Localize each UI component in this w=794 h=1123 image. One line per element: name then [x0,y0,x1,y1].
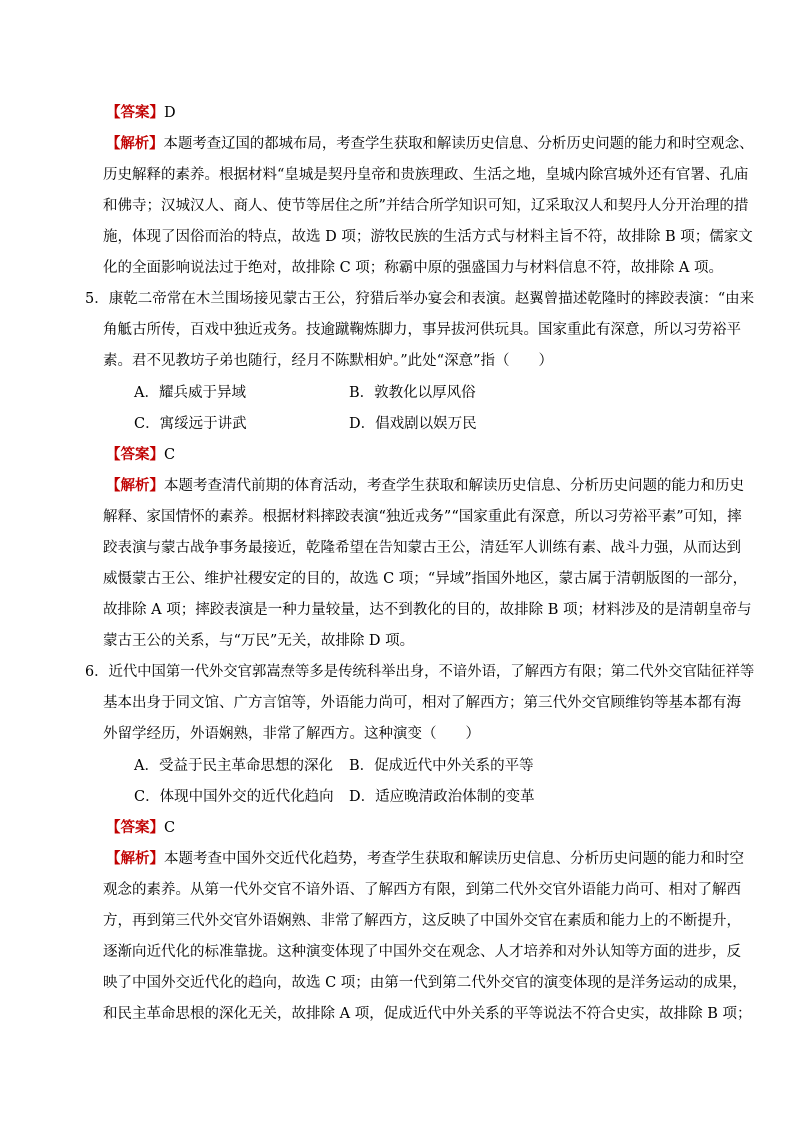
question-number: 5． [85,291,109,307]
analysis-label: 【解析】 [106,135,164,152]
question-number: 6． [85,664,109,680]
answer-label: 【答案】 [106,819,164,836]
answer-value: C [164,820,176,836]
analysis-label: 【解析】 [106,850,164,867]
analysis-text: 本题考查清代前期的体育活动，考查学生获取和解读历史信息、分析历史问题的能力和历史 [164,478,744,494]
analysis-line: 化的全面影响说法过于绝对，故排除 C 项；称霸中原的强盛国力与材料信息不符，故排除 A 项。 [103,260,723,276]
analysis-line: 跤表演与蒙古战争事务最接近，乾隆希望在告知蒙古王公，清廷军人训练有素、战斗力强，从而达到 [103,540,741,556]
analysis-text: 本题考查中国外交近代化趋势，考查学生获取和解读历史信息、分析历史问题的能力和时空 [164,851,744,867]
analysis-label: 【解析】 [106,477,164,494]
stem-text: 近代中国第一代外交官郭嵩焘等多是传统科举出身，不谙外语，了解西方有限；第二代外交官陆征祥等 [108,664,755,680]
answer-line-q6 [106,818,175,838]
option-d: D．适应晚清政治体制的变革 [349,789,535,805]
analysis-line: 历史解释的素养。根据材料“皇城是契丹皇帝和贵族理政、生活之地，皇城内除宫城外还有官署、孔庙 [103,167,749,183]
option-a: A．受益于民主革命思想的深化 [134,758,333,774]
analysis-line: 故排除 A 项；摔跤表演是一种力量较量，达不到教化的目的，故排除 B 项；材料涉及的是清朝皇帝与 [103,602,752,618]
analysis-text: 本题考查辽国的都城布局，考查学生获取和解读历史信息、分析历史问题的能力和时空观念、 [163,136,754,152]
analysis-line: 和佛寺；汉城汉人、商人、使节等居住之所”并结合所学知识可知，辽采取汉人和契丹人分开治理的措 [103,198,749,214]
analysis-line: 和民主革命思根的深化无关，故排除 A 项，促成近代中外关系的平等说法不符合史实，故排除 B 项； [103,1006,752,1022]
answer-line-q5 [106,445,175,465]
analysis-line [106,849,744,869]
option-c: C．寓绥远于讲武 [134,416,247,432]
question-6-stem [85,662,754,682]
option-b: B．促成近代中外关系的平等 [349,758,534,774]
stem-line: 外留学经历，外语娴熟，非常了解西方。这种演变（ ） [103,726,480,742]
stem-line: 基本出身于同文馆、广方言馆等，外语能力尚可，相对了解西方；第三代外交官顾维钧等基本都有海 [103,695,741,711]
analysis-line: 施，体现了因俗而治的特点，故选 D 项；游牧民族的生活方式与材料主旨不符，故排除 B 项；儒家文 [103,229,753,245]
analysis-line [106,476,744,496]
answer-value: D [164,105,176,121]
option-c: C．体现中国外交的近代化趋向 [134,789,334,805]
analysis-line: 蒙古王公的关系，与“万民”无关，故排除 D 项。 [103,633,415,649]
option-b: B．敦教化以厚风俗 [349,385,476,401]
analysis-line [106,134,753,154]
stem-text: 康乾二帝常在木兰围场接见蒙古王公，狩猎后举办宴会和表演。赵翼曾描述乾隆时的摔跤表演：“由来 [108,291,755,307]
answer-value: C [164,447,176,463]
analysis-line: 解释、家国情怀的素养。根据材料摔跤表演“独近戎务”“国家重此有深意，所以习劳裕平素”可知，摔 [103,509,742,525]
option-d: D．倡戏剧以娱万民 [349,416,477,432]
stem-line: 角觝古所传，百戏中独近戎务。技逾蹴鞠炼脚力，事异拔河供玩具。国家重此有深意，所以习劳裕平 [103,322,741,338]
analysis-line: 方，再到第三代外交官外语娴熟、非常了解西方，这反映了中国外交官在素质和能力上的不断提升， [103,913,741,929]
answer-line-q4 [106,103,176,123]
question-5-stem [85,289,754,309]
analysis-line: 观念的素养。从第一代外交官不谙外语、了解西方有限，到第二代外交官外语能力尚可、相对了解西 [103,882,741,898]
analysis-line: 映了中国外交近代化的趋向，故选 C 项；由第一代到第二代外交官的演变体现的是洋务运动的成果， [103,975,747,991]
analysis-line: 逐渐向近代化的标准靠拢。这种演变体现了中国外交在观念、人才培养和对外认知等方面的进步，反 [103,944,741,960]
option-a: A．耀兵威于异域 [134,385,246,401]
analysis-line: 威慑蒙古王公、维护社稷安定的目的，故选 C 项；“异域”指国外地区，蒙古属于清朝版图的一部分， [103,571,748,587]
stem-line: 素。君不见教坊子弟也随行，经月不陈默相妒。”此处“深意”指（ ） [103,353,553,369]
answer-label: 【答案】 [106,446,164,463]
answer-label: 【答案】 [106,104,164,121]
